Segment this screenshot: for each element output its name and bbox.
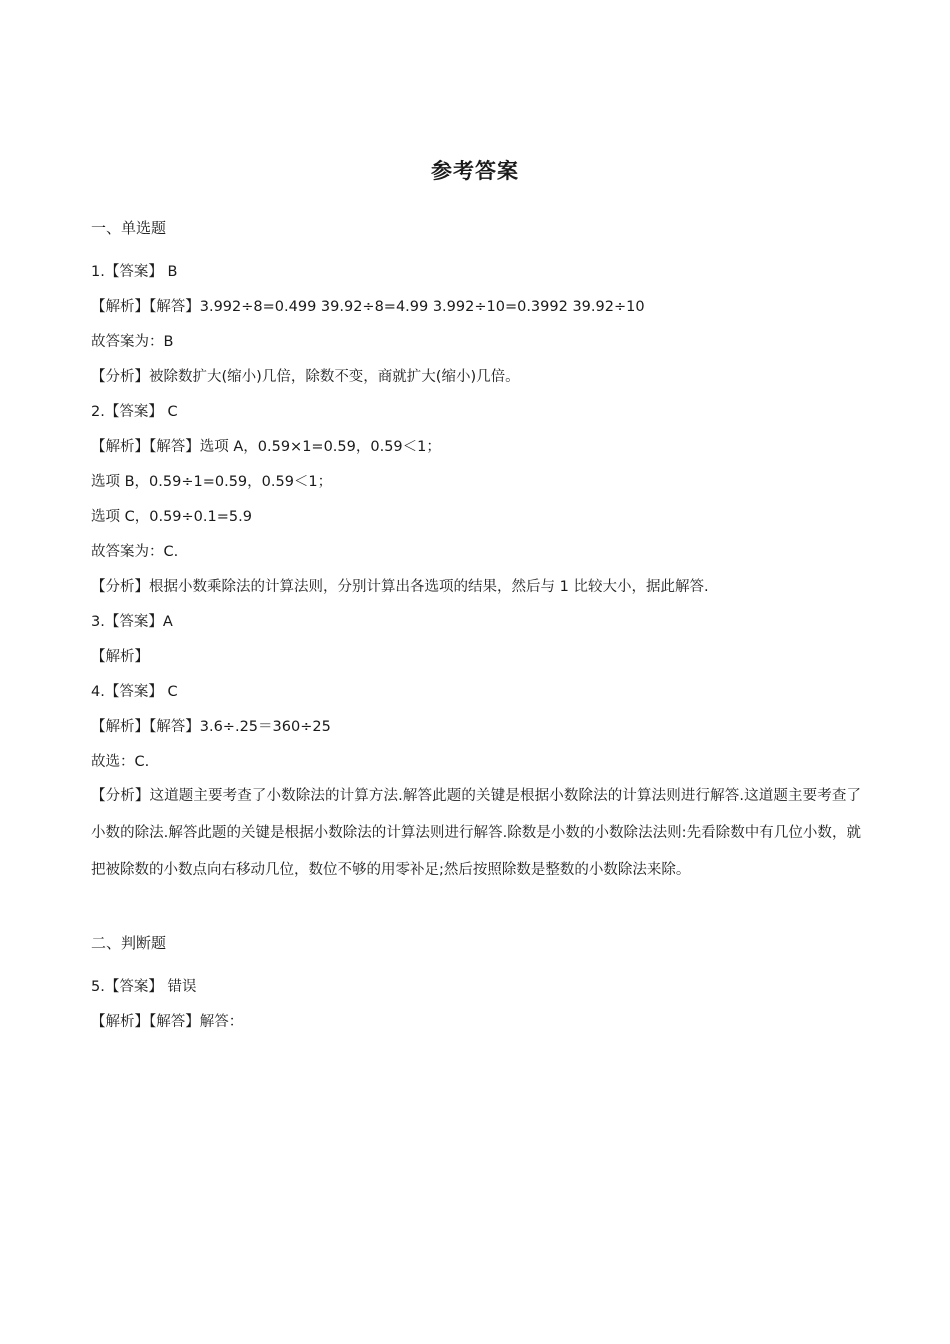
answer-line: 故选：C. (91, 754, 150, 770)
page-title: 参考答案 (431, 159, 519, 183)
answer-line: 1.【答案】 B (91, 264, 178, 280)
answer-line: 3.【答案】A (91, 614, 173, 630)
section-heading-single-choice: 一、单选题 (91, 219, 167, 237)
analysis-paragraph: 【分析】这道题主要考查了小数除法的计算方法.解答此题的关键是根据小数除法的计算法则进行解答.这道题主要考查了小数的除法.解答此题的关键是根据小数除法的计算法则进行解答.除数是小数的小数除法法则:先看除数中有几位小数，就把被除数的小数点向右移动几位，数位不够的用零补足;然后按照除数是整数的小数除法来除。 (91, 788, 861, 878)
answer-line: 4.【答案】 C (91, 684, 178, 700)
answer-line: 【解析】【解答】3.992÷8=0.499 39.92÷8=4.99 3.992÷10=0.3992 39.92÷10 (91, 299, 645, 315)
answer-line: 【分析】被除数扩大(缩小)几倍，除数不变，商就扩大(缩小)几倍。 (91, 369, 520, 385)
answer-line: 故答案为：C. (91, 544, 179, 560)
answer-line: 【分析】根据小数乘除法的计算法则，分别计算出各选项的结果，然后与 1 比较大小，据此解答. (91, 579, 709, 595)
answer-line: 【解析】【解答】选项 A，0.59×1=0.59，0.59＜1； (91, 439, 441, 455)
answer-line: 选项 C，0.59÷0.1=5.9 (91, 509, 252, 525)
section-heading-true-false: 二、判断题 (91, 934, 167, 952)
answer-line: 2.【答案】 C (91, 404, 178, 420)
answer-line: 故答案为：B (91, 334, 174, 350)
answer-line: 【解析】 (91, 649, 149, 665)
answer-line: 【解析】【解答】解答： (91, 1014, 244, 1030)
answer-line: 选项 B，0.59÷1=0.59，0.59＜1； (91, 474, 333, 490)
answer-line: 5.【答案】 错误 (91, 979, 197, 995)
answer-content (91, 216, 861, 1045)
answer-line: 【解析】【解答】3.6÷.25＝360÷25 (91, 719, 331, 735)
